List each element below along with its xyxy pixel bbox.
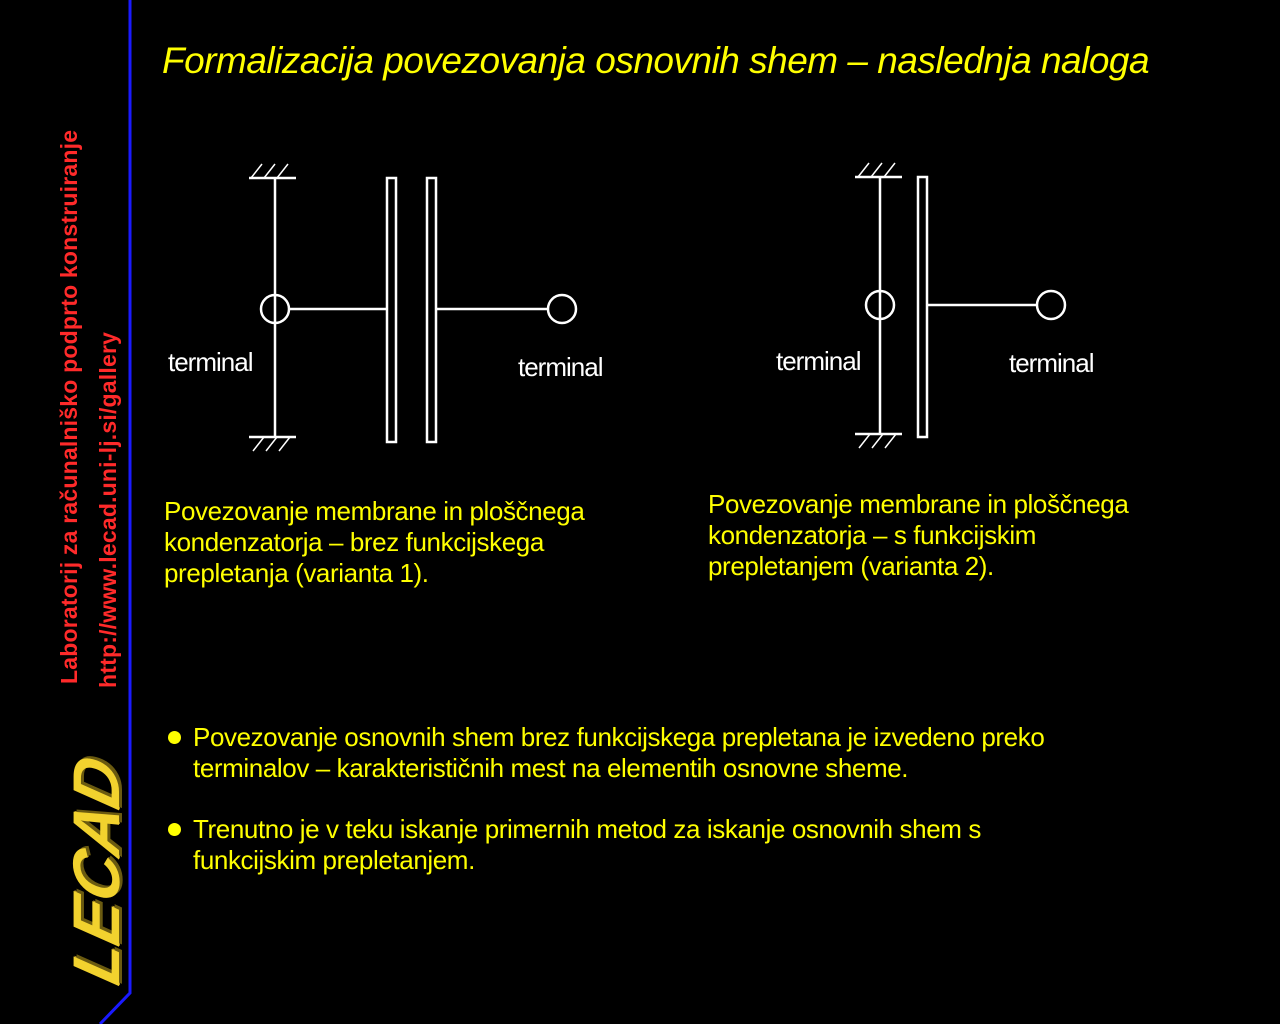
bullet-icon	[168, 731, 181, 744]
diagram2-capacitor	[918, 177, 1065, 437]
bullet-list	[166, 722, 1044, 906]
diagram2-terminal-right: terminal	[1009, 348, 1094, 378]
caption-line: prepletanjem (varianta 2).	[708, 551, 994, 581]
caption-line: kondenzatorja – brez funkcijskega	[164, 527, 544, 557]
diagram1-terminal-right: terminal	[518, 352, 603, 382]
sidebar-lab-name: Laboratorij za računalniško podprto konstruiranje	[56, 129, 82, 684]
bullet-line: funkcijskim prepletanjem.	[193, 845, 475, 875]
diagram1-caption	[164, 496, 584, 589]
diagram2-membrane	[855, 163, 902, 448]
lecad-logo: LECAD	[59, 749, 133, 991]
caption-line: prepletanja (varianta 1).	[164, 558, 429, 588]
bullet-item	[166, 814, 1044, 876]
diagram1-membrane	[249, 164, 296, 451]
caption-line: Povezovanje membrane in ploščnega	[708, 489, 1129, 519]
diagram2-caption	[708, 489, 1128, 582]
bullet-item	[166, 722, 1044, 784]
page-title: Formalizacija povezovanja osnovnih shem – naslednja naloga	[162, 40, 1150, 81]
bullet-line: terminalov – karakterističnih mest na elementih osnovne sheme.	[193, 753, 909, 783]
diagram1-capacitor	[289, 178, 576, 442]
bullet-line: Trenutno je v teku iskanje primernih metod za iskanje osnovnih shem s	[193, 814, 981, 844]
diagram1-terminal-left: terminal	[168, 347, 253, 377]
bullet-line: Povezovanje osnovnih shem brez funkcijskega prepletana je izvedeno preko	[193, 722, 1045, 752]
bullet-icon	[168, 823, 181, 836]
sidebar-url: http://www.lecad.uni-lj.si/gallery	[95, 331, 121, 688]
diagram2-terminal-left: terminal	[776, 346, 861, 376]
caption-line: kondenzatorja – s funkcijskim	[708, 520, 1036, 550]
caption-line: Povezovanje membrane in ploščnega	[164, 496, 585, 526]
